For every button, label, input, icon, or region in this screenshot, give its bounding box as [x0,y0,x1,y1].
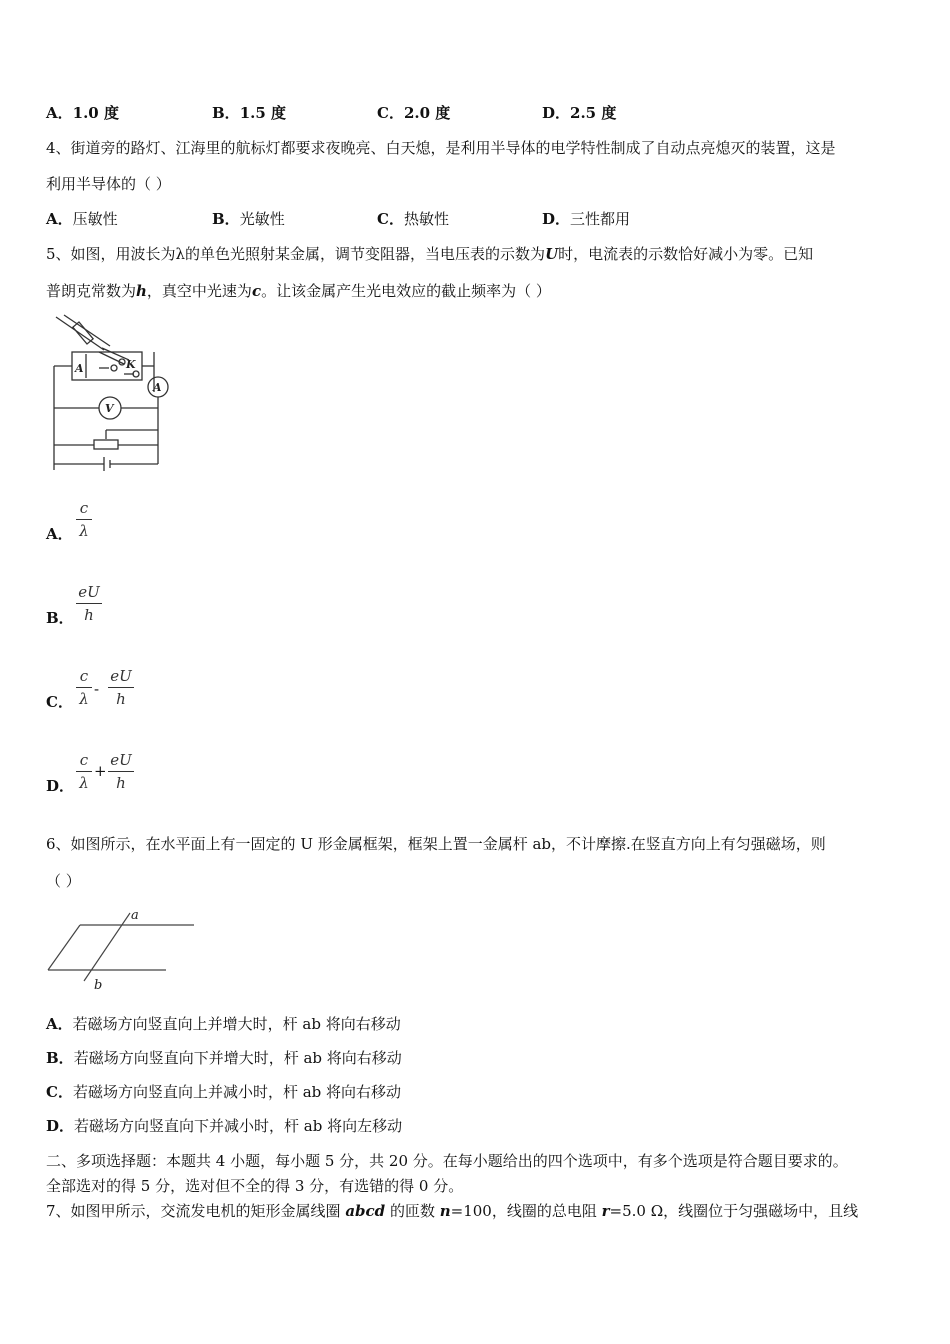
q6-option-a [46,1013,401,1034]
q7-text: 的匝数 [385,1202,440,1220]
numerator: eU [110,751,132,769]
photoelectric-circuit-figure [44,312,184,477]
denominator: h [116,690,126,708]
q5-option-d-fraction-1 [76,749,92,794]
q6-option-c [46,1081,401,1102]
numerator: eU [110,667,132,685]
fig-ammeter-label: A [153,381,162,394]
option-text: 压敏性 [72,210,118,228]
fig-label-b: b [94,978,103,993]
q5-option-a-fraction [76,497,92,542]
option-key: A． [46,210,73,228]
option-key: A． [46,1015,73,1033]
q7-text: 7、如图甲所示，交流发电机的矩形金属线圈 [46,1202,346,1220]
q6-stem-line2: （ ） [46,872,81,890]
option-text: 热敏性 [403,210,449,228]
q7-text: =100，线圈的总电阻 [450,1202,602,1220]
q7-stem-line1 [46,1200,858,1221]
option-text: 1.5 度 [239,104,287,122]
q5-option-b-fraction [76,581,102,626]
q4-option-d [542,208,630,229]
fig-label-cathode: K [126,358,136,371]
q3-option-c [377,102,450,123]
q5-text: 普朗克常数为 [46,282,137,300]
q3-option-a [46,102,119,123]
q5-text: 5、如图，用波长为λ的单色光照射某金属，调节变阻器，当电压表的示数为 [46,245,546,263]
option-key: B． [212,104,240,122]
plus-operator: + [94,762,107,780]
q4-stem-line1: 4、街道旁的路灯、江海里的航标灯都要求夜晚亮、白天熄，是利用半导体的电学特性制成了自动点亮熄灭的装置，这是 [46,139,836,157]
option-text: 2.0 度 [403,104,451,122]
q5-var-c: c [251,282,262,300]
q5-text: 。让该金属产生光电效应的截止频率为（ ） [261,282,551,300]
denominator: h [116,774,126,792]
q5-option-c-fraction-1 [76,665,92,710]
q5-option-c-key: C． [46,693,73,711]
option-key: C． [377,210,404,228]
q6-option-d [46,1115,402,1136]
option-text: 2.5 度 [570,104,617,122]
option-key: D． [542,210,571,228]
fig-label-anode: A [75,362,84,375]
q4-option-b [212,208,285,229]
denominator: λ [79,522,89,540]
q4-option-a [46,208,118,229]
option-text: 三性都用 [570,210,631,228]
q5-var-u: U [545,245,559,263]
option-key: D． [46,1117,75,1135]
q5-option-a-key: A． [46,525,73,543]
q7-var-n: n [439,1202,451,1220]
option-key: B． [212,210,240,228]
numerator: eU [78,583,100,601]
option-key: A． [46,104,73,122]
q5-stem-line1 [46,243,813,264]
fig-label-a: a [131,908,139,923]
q6-option-b [46,1047,402,1068]
q5-option-b-key: B． [46,609,74,627]
numerator: c [79,751,89,769]
denominator: λ [79,690,89,708]
option-text: 若磁场方向竖直向下并减小时，杆 ab 将向左移动 [74,1117,403,1135]
q5-stem-line2 [46,280,551,301]
section-heading-line2: 全部选对的得 5 分，选对但不全的得 3 分，有选错的得 0 分。 [46,1177,464,1195]
option-text: 1.0 度 [72,104,119,122]
option-key: B． [46,1049,74,1067]
minus-operator: - [94,680,100,698]
q6-stem-line1: 6、如图所示，在水平面上有一固定的 U 形金属框架，框架上置一金属杆 ab，不计摩擦.在竖直方向上有匀强磁场，则 [46,835,826,853]
section-heading-line1: 二、多项选择题：本题共 4 小题，每小题 5 分，共 20 分。在每小题给出的四个选项中，有多个选项是符合题目要求的。 [46,1152,848,1170]
q5-text: 时，电流表的示数恰好减小为零。已知 [558,245,814,263]
q5-var-h: h [136,282,147,300]
q7-text: =5.0 Ω，线圈位于匀强磁场中，且线 [609,1202,859,1220]
option-key: C． [377,104,404,122]
numerator: c [79,667,89,685]
option-key: C． [46,1083,73,1101]
option-key: D． [542,104,571,122]
q4-stem-line2: 利用半导体的（ ） [46,175,171,193]
option-text: 若磁场方向竖直向上并减小时，杆 ab 将向右移动 [72,1083,402,1101]
q3-option-b [212,102,286,123]
option-text: 若磁场方向竖直向上并增大时，杆 ab 将向右移动 [72,1015,401,1033]
denominator: λ [79,774,89,792]
q5-text: ，真空中光速为 [146,282,252,300]
numerator: c [79,499,89,517]
denominator: h [84,606,94,624]
q7-var-abcd: abcd [345,1202,386,1220]
fig-voltmeter-label: V [105,402,114,415]
option-text: 光敏性 [239,210,285,228]
q7-var-r: r [601,1202,610,1220]
u-frame-figure [44,905,204,995]
q5-option-d-fraction-2 [108,749,134,794]
option-text: 若磁场方向竖直向下并增大时，杆 ab 将向右移动 [73,1049,402,1067]
q3-option-d [542,102,616,123]
q5-option-c-fraction-2 [108,665,134,710]
q4-option-c [377,208,449,229]
q5-option-d-key: D． [46,777,75,795]
